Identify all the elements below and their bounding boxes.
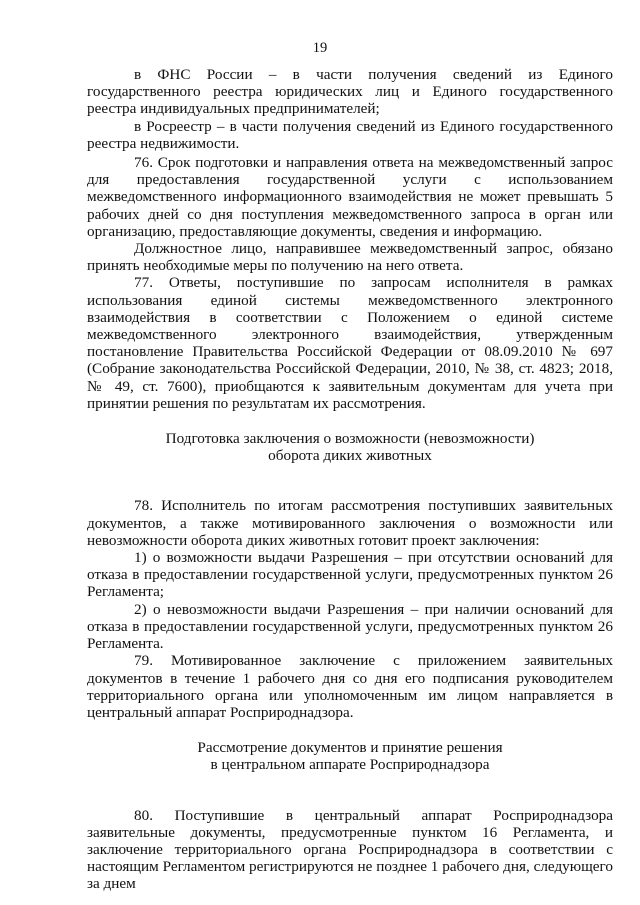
heading-line: оборота диких животных: [268, 447, 432, 465]
document-body: [87, 66, 613, 893]
section-heading-review: [87, 739, 613, 773]
section-heading-conclusion: [87, 430, 613, 464]
paragraph-rosreestr: в Росреестр – в части получения сведений из Единого государственного реестра недвижимости.: [87, 117, 613, 152]
paragraph-77: 77. Ответы, поступившие по запросам исполнителя в рамках использования единой системы межведомственного электронного взаимодействия в соответствии с Положением о единой системе межведомственного электронного взаимодействия, утвержденным постановление Правительства Российской Федерации от 08.09.2010 № 697 (Собрание законодательства Российской Федерации, 2010, № 38, ст. 4823; 2018, № 49, ст. 7600), приобщаются к заявительным документам для учета при принятии решения по результатам их рассмотрения.: [87, 274, 613, 412]
heading-line: Рассмотрение документов и принятие решения: [197, 739, 503, 757]
paragraph-78-item-2: 2) о невозможности выдачи Разрешения – при наличии оснований для отказа в предоставлении государственной услуги, предусмотренных пунктом 26 Регламента.: [87, 600, 613, 653]
page-number: 19: [312, 40, 328, 56]
paragraph-80: 80. Поступившие в центральный аппарат Росприроднадзора заявительные документы, предусмотренные пунктом 16 Регламента, и заключение территориального органа Росприроднадзора в соответствии с настоящим Регламентом регистрируются не позднее 1 рабочего дня, следующего за днем: [87, 806, 613, 893]
paragraph-78-item-1: 1) о возможности выдачи Разрешения – при отсутствии оснований для отказа в предоставлении государственной услуги, предусмотренных пунктом 26 Регламента;: [87, 549, 613, 601]
paragraph-79: 79. Мотивированное заключение с приложением заявительных документов в течение 1 рабочего дня со дня его подписания руководителем территориального органа или уполномоченным им лицом направляется в центральный аппарат Росприроднадзора.: [87, 652, 613, 721]
heading-line: в центральном аппарате Росприроднадзора: [210, 756, 490, 774]
heading-line: Подготовка заключения о возможности (невозможности): [165, 430, 535, 448]
paragraph-fns: в ФНС России – в части получения сведений из Единого государственного реестра юридических лиц и Единого государственного реестра индивидуальных предпринимателей;: [87, 66, 613, 118]
paragraph-official: Должностное лицо, направившее межведомственный запрос, обязано принять необходимые меры по получению на него ответа.: [87, 240, 613, 275]
paragraph-78: 78. Исполнитель по итогам рассмотрения поступивших заявительных документов, а также мотивированного заключения о возможности или невозможности оборота диких животных готовит проект заключения:: [87, 497, 613, 549]
paragraph-76: 76. Срок подготовки и направления ответа на межведомственный запрос для предоставления государственной услуги с использованием межведомственного информационного взаимодействия не может превышать 5 рабочих дней со дня поступления межведомственного запроса в орган или организацию, предоставляющие документы, сведения и информацию.: [87, 154, 613, 240]
